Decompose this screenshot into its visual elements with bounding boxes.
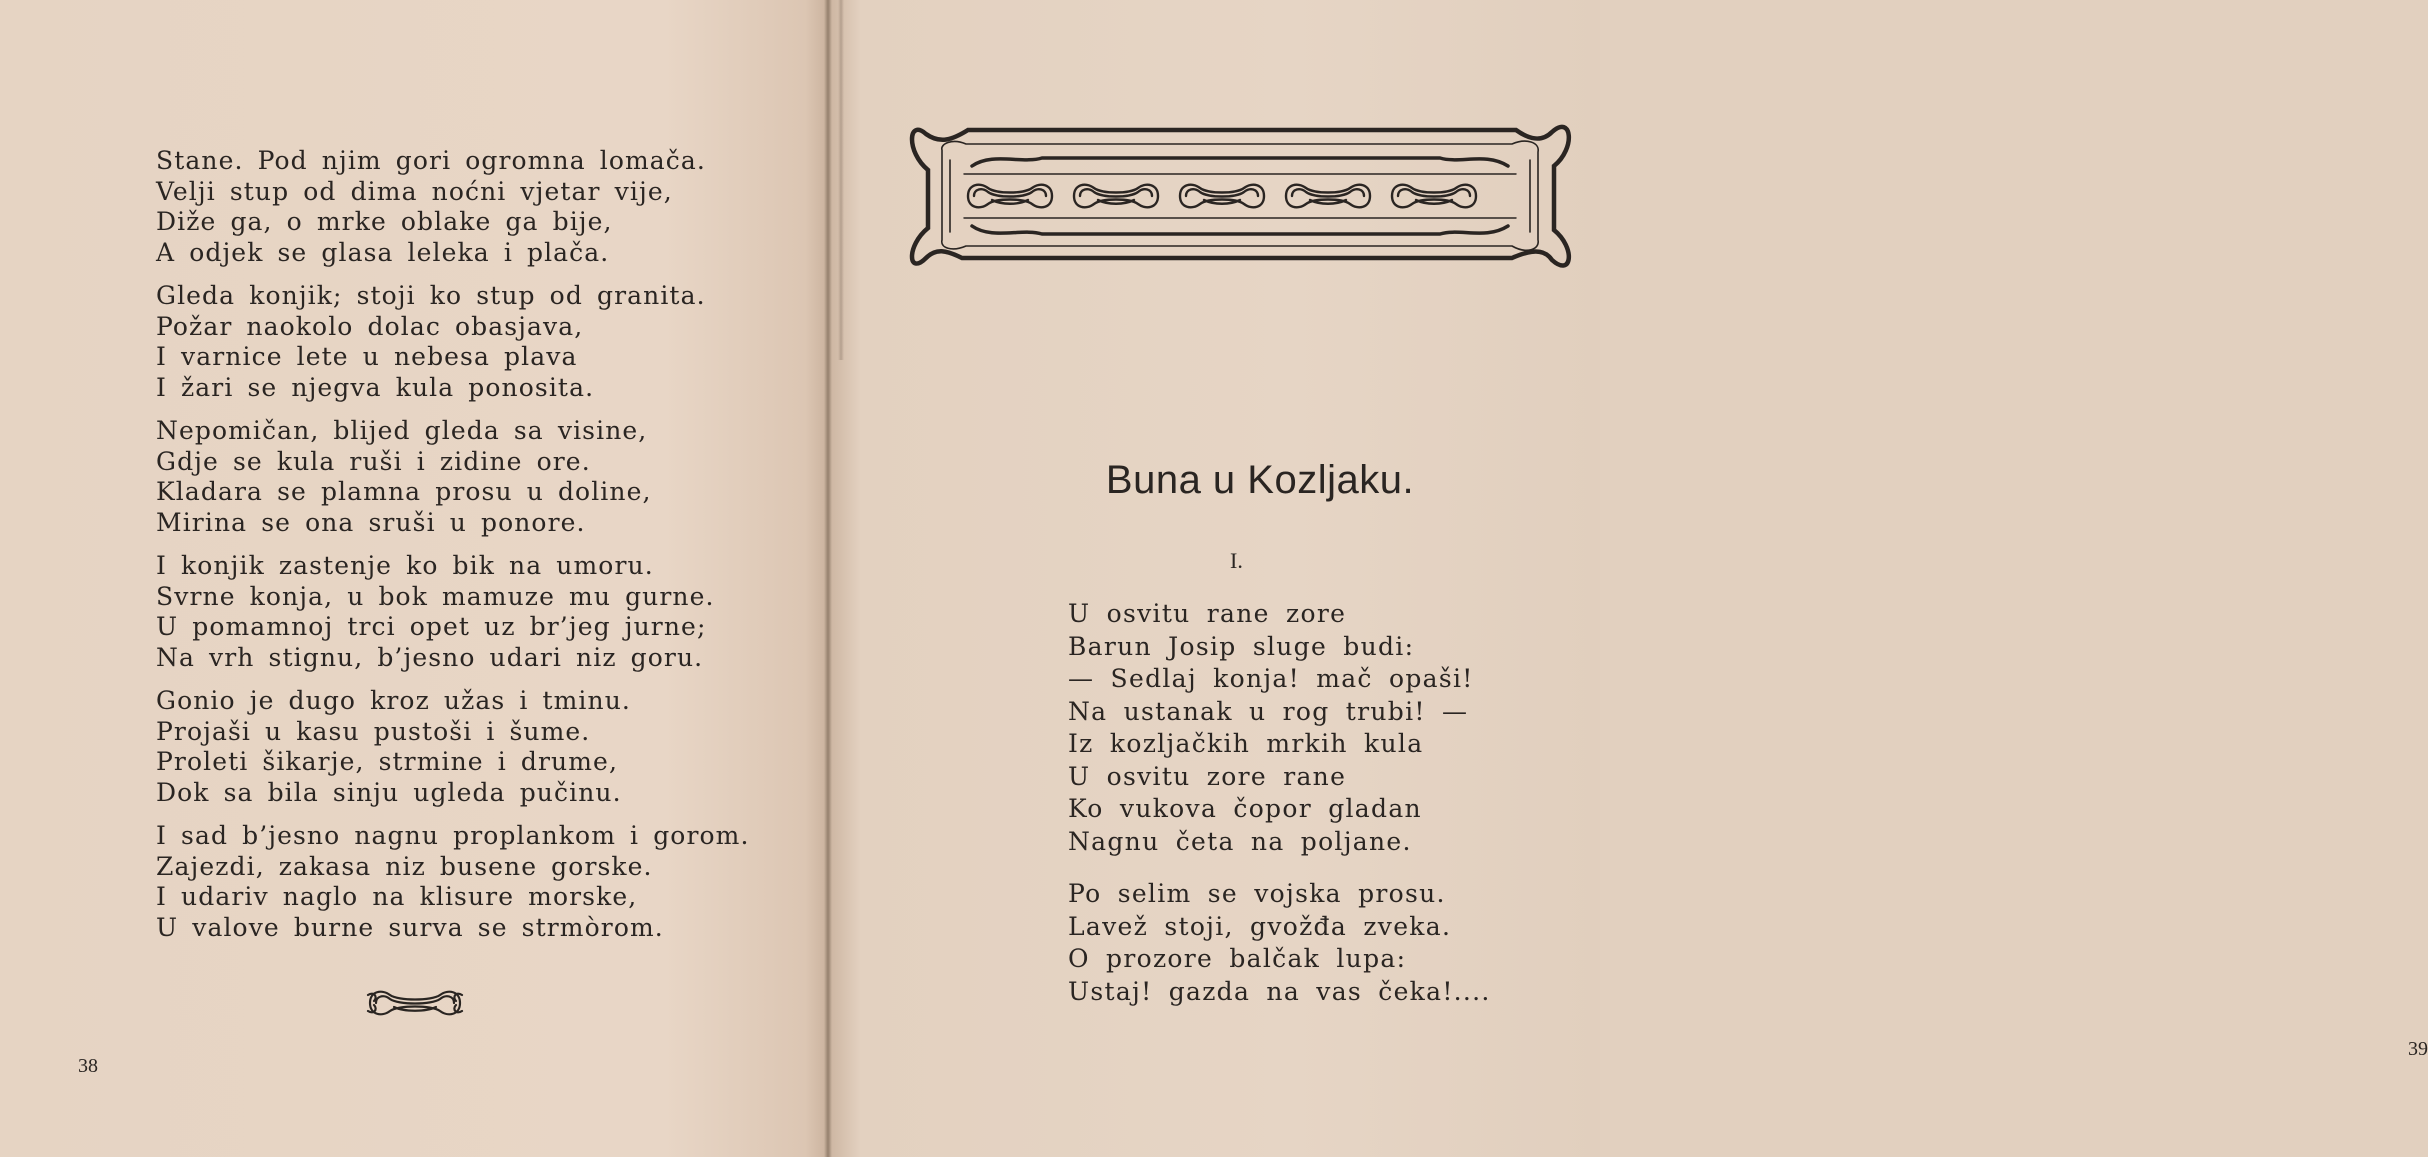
poem-line: I varnice lete u nebesa plava	[156, 342, 578, 371]
poem-line: O prozore balčak lupa:	[1068, 944, 1407, 973]
poem-line: Ko vukova čopor gladan	[1068, 794, 1422, 823]
stanza	[156, 551, 716, 673]
poem-line: Projaši u kasu pustoši i šume.	[156, 716, 591, 746]
page-fold-shadow	[838, 0, 844, 360]
left-page	[0, 0, 830, 1157]
scroll-vignette-ornament	[364, 985, 466, 1021]
book-gutter	[824, 0, 832, 1157]
poem-line: Ustaj! gazda na vas čeka!....	[1068, 976, 1491, 1006]
stanza	[156, 281, 716, 403]
poem-line: Stane. Pod njim gori ogromna lomača.	[156, 146, 706, 175]
poem-line: Zajezdi, zakasa niz busene gorske.	[156, 851, 653, 881]
poem-line: Dok sa bila sinju ugleda pučinu.	[156, 777, 622, 807]
poem-line: Nepomičan, blijed gleda sa visine,	[156, 416, 648, 445]
stanza	[1068, 878, 1528, 1008]
poem-line: I sad b’jesno nagnu proplankom i gorom.	[156, 821, 750, 850]
poem-line: Iz kozljačkih mrkih kula	[1068, 729, 1424, 758]
poem-line: U valove burne surva se strmòrom.	[156, 912, 664, 942]
poem-title: Buna u Kozljaku.	[1105, 458, 1415, 502]
poem-line: Gleda konjik; stoji ko stup od granita.	[156, 281, 706, 310]
poem-line: U osvitu rane zore	[1068, 599, 1347, 628]
poem-line: Požar naokolo dolac obasjava,	[156, 311, 584, 341]
poem-line: — Sedlaj konja! mač opaši!	[1068, 664, 1474, 693]
poem-line: Velji stup od dima noćni vjetar vije,	[156, 176, 673, 206]
poem-line: Lavež stoji, gvožđa zveka.	[1068, 911, 1452, 941]
stanza	[156, 686, 716, 808]
poem-line: Gonio je dugo kroz užas i tminu.	[156, 686, 631, 715]
poem-line: Po selim se vojska prosu.	[1068, 879, 1446, 908]
poem-line: Mirina se ona sruši u ponore.	[156, 507, 586, 537]
section-numeral: I.	[1230, 548, 1243, 573]
left-poem-text	[156, 146, 750, 956]
stanza	[156, 821, 750, 943]
poem-line: I žari se njegva kula ponosita.	[156, 372, 595, 402]
poem-line: Proleti šikarje, strmine i drume,	[156, 747, 618, 776]
header-frame-ornament	[912, 108, 1572, 280]
poem-line: Na vrh stignu, b’jesno udari niz goru.	[156, 642, 704, 672]
poem-line: A odjek se glasa leleka i plača.	[156, 237, 610, 267]
poem-line: Gdje se kula ruši i zidine ore.	[156, 446, 591, 476]
right-poem-text	[1068, 598, 1528, 1028]
poem-line: Nagnu četa na poljane.	[1068, 826, 1412, 856]
poem-line: Svrne konja, u bok mamuze mu gurne.	[156, 581, 715, 611]
poem-line: Barun Josip sluge budi:	[1068, 631, 1415, 661]
poem-line: Diže ga, o mrke oblake ga bije,	[156, 207, 613, 236]
poem-line: Na ustanak u rog trubi! —	[1068, 696, 1469, 726]
stanza	[156, 146, 716, 268]
stanza	[156, 416, 716, 538]
poem-line: I konjik zastenje ko bik na umoru.	[156, 551, 654, 580]
poem-line: I udariv naglo na klisure morske,	[156, 882, 638, 911]
right-page-number: 39	[2408, 1038, 2428, 1060]
poem-line: Kladara se plamna prosu u doline,	[156, 477, 652, 506]
poem-line: U pomamnoj trci opet uz br’jeg jurne;	[156, 612, 707, 641]
poem-line: U osvitu zore rane	[1068, 761, 1347, 791]
stanza	[1068, 598, 1528, 858]
left-page-number: 38	[78, 1055, 98, 1077]
